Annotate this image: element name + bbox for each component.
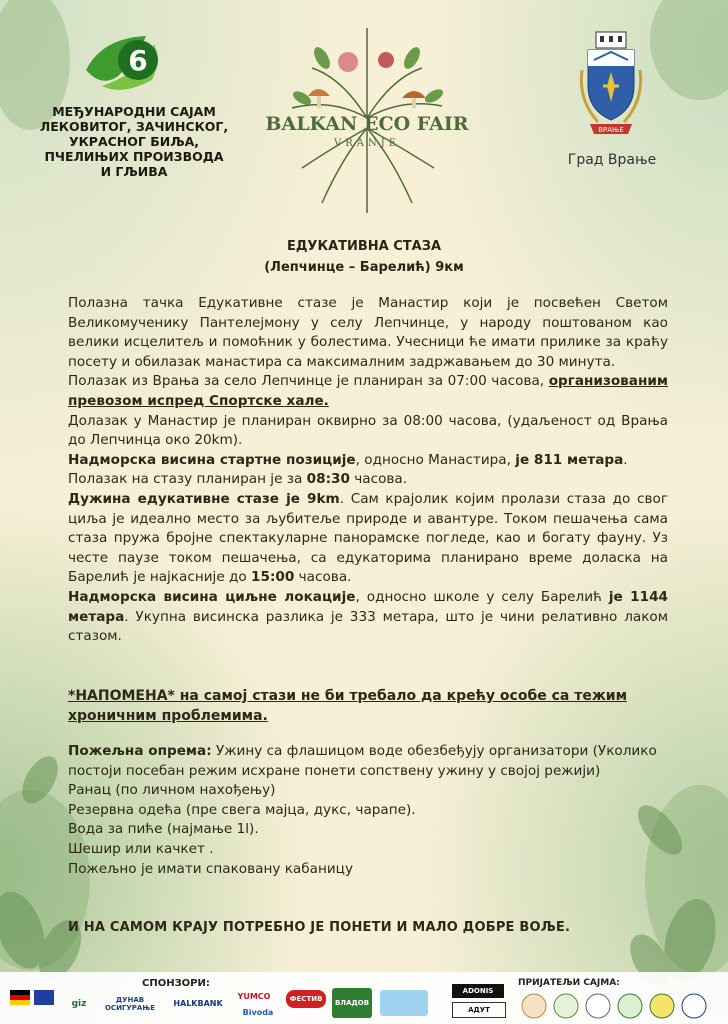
city-name: Град Врање <box>567 152 657 168</box>
friends-label: ПРИЈАТЕЉИ САЈМА: <box>518 978 620 988</box>
sponsor-logo: giz <box>71 999 87 1009</box>
sponsor-logo <box>380 990 428 1016</box>
equipment-item: Пожељно је имати спаковану кабаницу <box>68 860 353 877</box>
paragraph-starting-point: Полазна тачка Едукативне стазе је Манастир који је посвећен Светом Великомученику Пантелејмону у селу Лепчинце, у народу поштованом као велики исцелитељ и помоћник у болестима. Учесници ће имати прилике за краћу посету и обилазак манастира са максималним задржавањем до 30 минута. <box>68 295 668 370</box>
paragraph-trail-start: Полазак на стазу планиран је за 08:30 часова. <box>68 471 408 488</box>
equipment-intro: Пожељна опрема: Ужину са флашицом воде обезбеђују организатори (Уколико постоји посебан режим исхране понети сопствену ужину у својој режији) <box>68 743 657 779</box>
balkan-eco-fair-logo-icon <box>262 18 472 218</box>
german-cooperation-logo-icon <box>10 988 60 1018</box>
equipment-list <box>68 742 678 879</box>
fair-friends-logos-icon <box>518 990 718 1022</box>
crest-label: ВРАЊЕ <box>598 126 624 134</box>
sponsor-logo: YUMCO <box>237 992 271 1001</box>
equipment-item: Резервна одећа (пре свега мајца, дукс, чарапе). <box>68 801 416 818</box>
fair-title: МЕЂУНАРОДНИ САЈАМ ЛЕКОВИТОГ, ЗАЧИНСКОГ, УКРАСНОГ БИЉА, ПЧЕЛИЊИХ ПРОИЗВОДА И ГЉИВА <box>39 104 229 179</box>
sponsors-footer <box>0 972 728 1024</box>
paragraph-arrival: Долазак у Манастир је планиран оквирно за 08:00 часова, (удаљеност од Врања до Лепчинца око 20km). <box>68 412 668 449</box>
eco-fair-city: VRANJE <box>333 138 401 149</box>
sponsor-logo: ФЕСТИВ <box>286 990 326 1008</box>
sponsor-logo: АДУТ <box>452 1002 506 1018</box>
trail-description <box>68 294 668 647</box>
sponsor-logo: ВЛАДОВ <box>332 988 372 1018</box>
sponsor-logo: Bivoda <box>242 1008 274 1017</box>
paragraph-target-elevation: Надморска висина циљне локације, односно школе у селу Барелић је 1144 метара. Укупна висинска разлика је 333 метара, што је чини релативно лаком стазом. <box>68 588 668 645</box>
fair-number: 6 <box>128 44 148 77</box>
vranje-crest-icon <box>578 30 644 136</box>
paragraph-start-elevation: Надморска висина стартне позиције, односно Манастира, је 811 метара. <box>68 451 628 468</box>
sponsor-logo: HALKBANK <box>173 999 223 1008</box>
equipment-item: Шешир или качкет . <box>68 840 214 857</box>
eco-fair-title: BALKAN ECO FAIR <box>265 113 469 135</box>
sponsor-logo: ДУНАВ ОСИГУРАЊЕ <box>104 996 156 1012</box>
paragraph-departure: Полазак из Врања за село Лепчинце је планиран за 07:00 часова, организованим превозом испред Спортске хале. <box>68 373 668 409</box>
closing-note: И НА САМОМ КРАЈУ ПОТРЕБНО ЈЕ ПОНЕТИ И МАЛО ДОБРЕ ВОЉЕ. <box>68 920 571 935</box>
paragraph-trail-length: Дужина едукативне стазе је 9km. Сам крајолик којим пролази стаза до свог циља је идеално место за љубитеље природе и авантуре. Током пешачења сама стаза пружа бројне спектакуларне панорамске погледе, као и богату фауну. Уз честе паузе током пешачења, са едукаторима планирано време доласка на Барелић је најкасније до 15:00 часова. <box>68 490 668 586</box>
health-note: *НАПОМЕНА* на самој стази не би требало да крећу особе са тежим хроничним проблемима. <box>68 688 628 724</box>
fair-six-logo-icon <box>82 30 166 100</box>
sponsor-logo: ADONIS <box>452 984 504 998</box>
equipment-item: Вода за пиће (најмање 1l). <box>68 821 259 838</box>
equipment-item: Ранац (по личном нахођењу) <box>68 782 276 799</box>
sponsors-label: СПОНЗОРИ: <box>142 978 210 989</box>
page-title: ЕДУКАТИВНА СТАЗА (Лепчинце – Барелић) 9км <box>264 239 464 275</box>
